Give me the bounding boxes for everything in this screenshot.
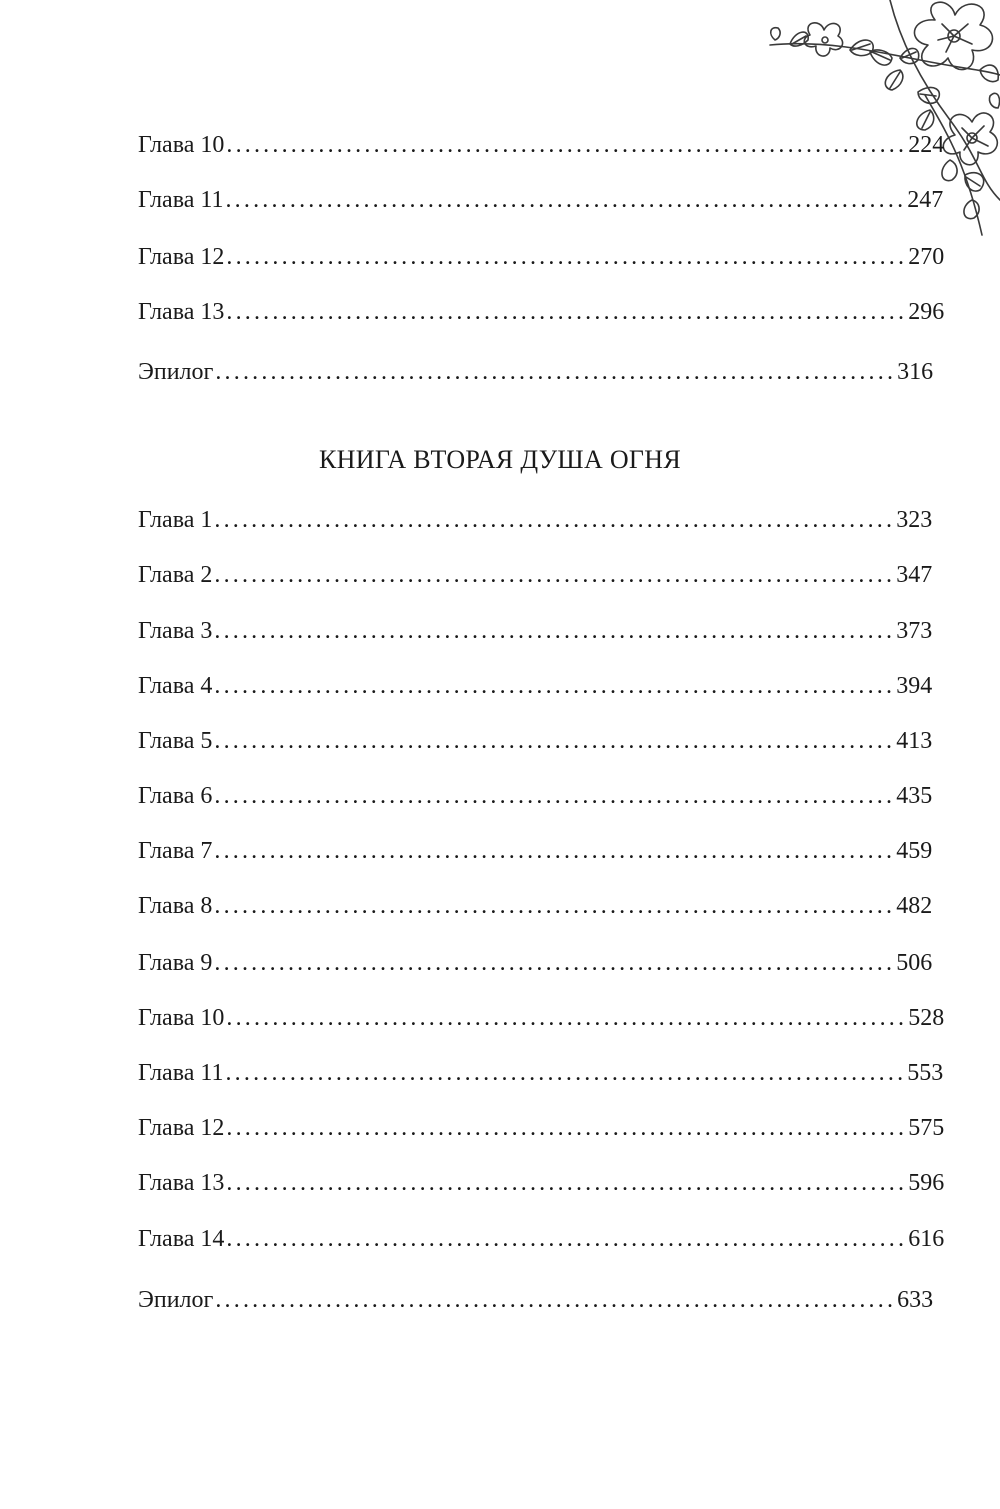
toc-leader-dots: .......................................................................... bbox=[226, 1115, 908, 1141]
toc-entry-page: 482 bbox=[896, 893, 933, 919]
toc-entry-page: 224 bbox=[908, 132, 945, 158]
toc-entry-page: 296 bbox=[908, 299, 945, 325]
toc-leader-dots: .......................................................................... bbox=[226, 1170, 908, 1196]
toc-entry-page: 506 bbox=[896, 950, 933, 976]
toc-entry[interactable] bbox=[138, 836, 933, 866]
toc-entry[interactable] bbox=[138, 781, 933, 811]
toc-entry-label: Глава 11 bbox=[138, 1060, 224, 1086]
toc-leader-dots: .......................................................................... bbox=[215, 1287, 897, 1313]
toc-leader-dots: .......................................................................... bbox=[215, 359, 897, 385]
toc-entry-label: Глава 6 bbox=[138, 783, 213, 809]
toc-leader-dots: .......................................................................... bbox=[226, 244, 908, 270]
toc-entry-page: 633 bbox=[897, 1287, 934, 1313]
toc-leader-dots: .......................................................................... bbox=[226, 1005, 908, 1031]
book-two-heading: КНИГА ВТОРАЯ ДУША ОГНЯ bbox=[319, 445, 681, 474]
toc-entry-page: 413 bbox=[896, 728, 933, 754]
toc-entry-page: 316 bbox=[897, 359, 934, 385]
toc-entry[interactable] bbox=[138, 357, 934, 387]
toc-entry[interactable] bbox=[138, 297, 945, 327]
toc-entry-label: Глава 14 bbox=[138, 1226, 225, 1252]
toc-entry-label: Глава 3 bbox=[138, 618, 213, 644]
toc-entry[interactable] bbox=[138, 560, 933, 590]
toc-entry[interactable] bbox=[138, 185, 944, 215]
toc-entry-label: Глава 2 bbox=[138, 562, 213, 588]
toc-leader-dots: .......................................................................... bbox=[214, 838, 896, 864]
toc-entry-page: 347 bbox=[896, 562, 933, 588]
toc-leader-dots: .......................................................................... bbox=[226, 1226, 908, 1252]
toc-entry-page: 459 bbox=[896, 838, 933, 864]
toc-entry-label: Глава 7 bbox=[138, 838, 213, 864]
toc-entry[interactable] bbox=[138, 1168, 945, 1198]
toc-entry[interactable] bbox=[138, 616, 933, 646]
toc-leader-dots: .......................................................................... bbox=[214, 728, 896, 754]
toc-leader-dots: .......................................................................... bbox=[214, 673, 896, 699]
toc-entry[interactable] bbox=[138, 726, 933, 756]
toc-entry-label: Глава 12 bbox=[138, 244, 225, 270]
toc-entry-page: 616 bbox=[908, 1226, 945, 1252]
toc-entry-page: 528 bbox=[908, 1005, 945, 1031]
toc-entry-page: 247 bbox=[907, 187, 944, 213]
toc-entry-label: Глава 13 bbox=[138, 299, 225, 325]
toc-entry[interactable] bbox=[138, 1003, 945, 1033]
toc-leader-dots: .......................................................................... bbox=[214, 783, 896, 809]
toc-leader-dots: .......................................................................... bbox=[225, 1060, 907, 1086]
toc-entry-label: Глава 12 bbox=[138, 1115, 225, 1141]
toc-entry-label: Глава 13 bbox=[138, 1170, 225, 1196]
toc-entry-page: 373 bbox=[896, 618, 933, 644]
toc-leader-dots: .......................................................................... bbox=[225, 187, 907, 213]
toc-entry-label: Эпилог bbox=[138, 1287, 214, 1313]
toc-entry-page: 596 bbox=[908, 1170, 945, 1196]
toc-entry-page: 435 bbox=[896, 783, 933, 809]
toc-leader-dots: .......................................................................... bbox=[226, 299, 908, 325]
toc-entry-label: Глава 4 bbox=[138, 673, 213, 699]
toc-entry-label: Глава 5 bbox=[138, 728, 213, 754]
toc-leader-dots: .......................................................................... bbox=[214, 562, 896, 588]
toc-entry-label: Глава 8 bbox=[138, 893, 213, 919]
toc-entry[interactable] bbox=[138, 505, 933, 535]
toc-entry[interactable] bbox=[138, 671, 933, 701]
toc-leader-dots: .......................................................................... bbox=[214, 618, 896, 644]
toc-entry-label: Глава 10 bbox=[138, 1005, 225, 1031]
toc-leader-dots: .......................................................................... bbox=[214, 893, 896, 919]
toc-entry-page: 553 bbox=[907, 1060, 944, 1086]
toc-entry-page: 270 bbox=[908, 244, 945, 270]
toc-entry[interactable] bbox=[138, 891, 933, 921]
toc-entry-label: Глава 11 bbox=[138, 187, 224, 213]
toc-leader-dots: .......................................................................... bbox=[214, 950, 896, 976]
toc-entry[interactable] bbox=[138, 1285, 934, 1315]
toc-entry[interactable] bbox=[138, 242, 945, 272]
toc-entry-label: Глава 10 bbox=[138, 132, 225, 158]
toc-entry[interactable] bbox=[138, 948, 933, 978]
toc-entry[interactable] bbox=[138, 130, 945, 160]
toc-entry[interactable] bbox=[138, 1113, 945, 1143]
toc-leader-dots: .......................................................................... bbox=[226, 132, 908, 158]
toc-entry-page: 575 bbox=[908, 1115, 945, 1141]
toc-entry[interactable] bbox=[138, 1058, 944, 1088]
toc-entry-label: Эпилог bbox=[138, 359, 214, 385]
toc-leader-dots: .......................................................................... bbox=[214, 507, 896, 533]
toc-entry-page: 323 bbox=[896, 507, 933, 533]
toc-entry-label: Глава 1 bbox=[138, 507, 213, 533]
toc-entry[interactable] bbox=[138, 1224, 945, 1254]
toc-entry-page: 394 bbox=[896, 673, 933, 699]
toc-entry-label: Глава 9 bbox=[138, 950, 213, 976]
